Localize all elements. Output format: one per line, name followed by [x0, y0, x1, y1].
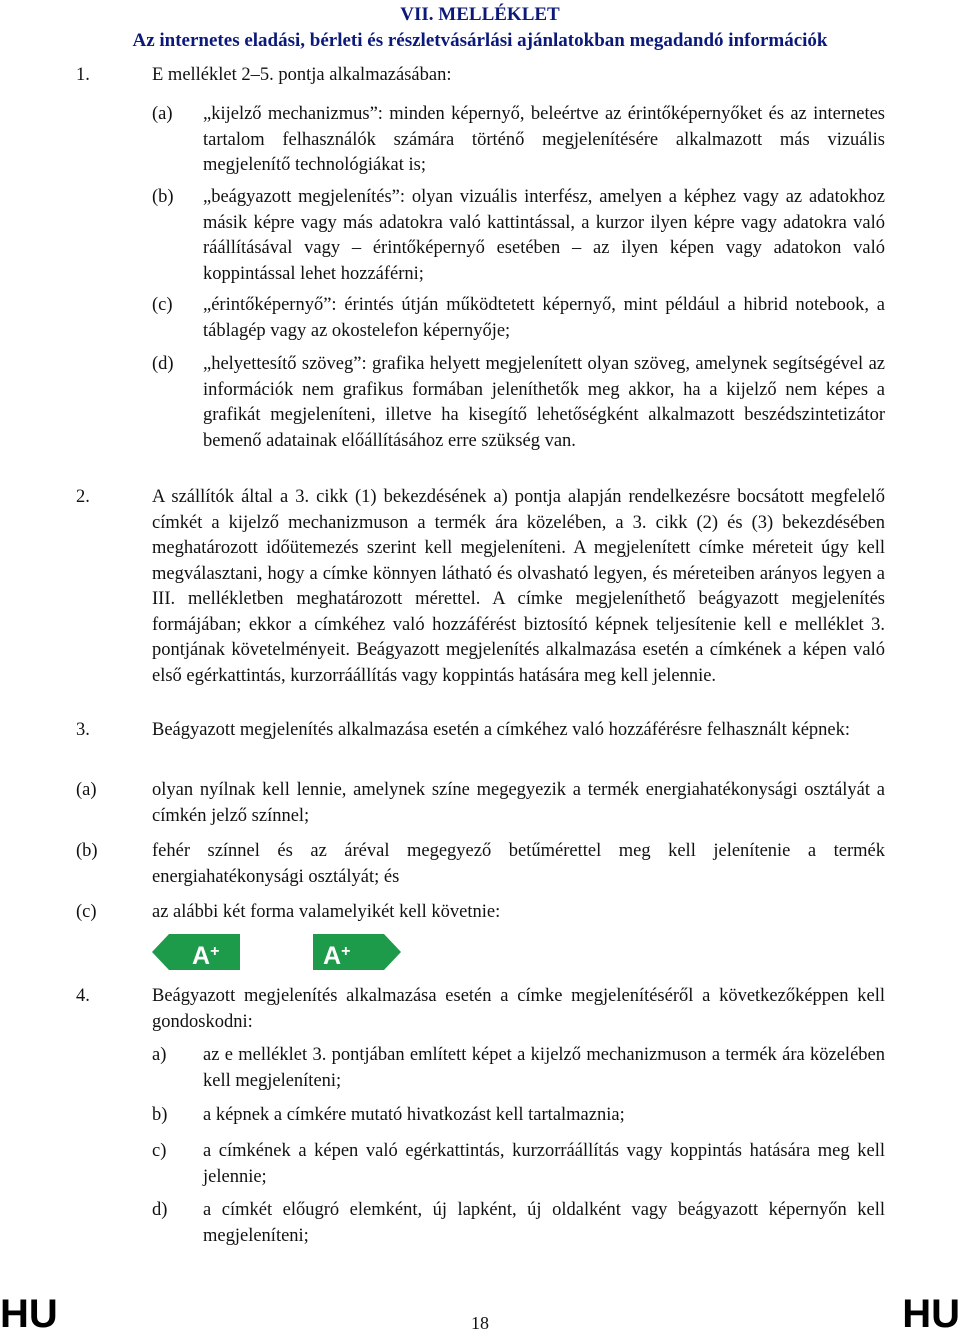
- energy-class-label: A+: [323, 942, 351, 970]
- section-2-text: A szállítók által a 3. cikk (1) bekezdésének a) pontja alapján rendelkezésre bocsátott megfelelő címkét a kijelző mechanizmuson a termék ára közelében, a 3. cikk (2) és (3) bekezdésében meghatározott időütemezés szerint kell megjeleníteni. A megjelenített címke méreteit úgy kell megválasztani, hogy a címke könnyen látható és olvasható legyen, és méreteiben arányos legyen a III. mellékletben meghatározott mérettel. A címke megjeleníthető beágyazott megjelenítés formájában; ekkor a címkéhez való hozzáférést biztosító képnek teljesítenie kell e melléklet 3. pontjának követelményeit. Beágyazott megjelenítés alkalmazása esetén a címkének a képen való első egérkattintás, kurzorráállítás vagy koppintás hatására meg kell jelennie.: [152, 487, 885, 686]
- section-1-intro: E melléklet 2–5. pontja alkalmazásában:: [152, 65, 452, 85]
- display-rule-a-text: az e melléklet 3. pontjában említett képet a kijelző mechanizmuson a termék ára közelében kell megjeleníteni;: [203, 1045, 885, 1091]
- definition-a-text: „kijelző mechanizmus”: minden képernyő, beleértve az érintőképernyőket és az internetes tartalom felhasználók számára történő megjelenítésére alkalmazott más vizuális megjelenítő technológiákat is;: [203, 104, 885, 175]
- requirement-c-text: az alábbi két forma valamelyikét kell követnie:: [152, 902, 501, 922]
- requirement-b-text: fehér színnel és az áréval megegyező betűmérettel meg kell jelenítenie a termék energiahatékonysági osztályát; és: [152, 841, 885, 887]
- energy-class-label: A+: [192, 942, 220, 970]
- section-1-number: 1.: [76, 65, 90, 85]
- annex-subtitle: Az internetes eladási, bérleti és részletvásárlási ajánlatokban megadandó információk: [132, 30, 828, 51]
- definition-d-text: „helyettesítő szöveg”: grafika helyett megjelenített olyan szöveg, amelynek segítségével az információk nem grafikus formában jeleníthetők meg akkor, ha a kijelző nem képes a grafikát megjeleníteni, illetve ha kisegítő lehetőségként alkalmazott beszédszintetizátor bemenő adatainak előállításához erre szükség van.: [203, 354, 885, 451]
- section-3-text: Beágyazott megjelenítés alkalmazása esetén a címkéhez való hozzáférésre felhasznált képnek:: [152, 720, 851, 740]
- requirement-b-label: (b): [76, 841, 98, 861]
- page-number: 18: [471, 1313, 489, 1333]
- section-4-text: Beágyazott megjelenítés alkalmazása esetén a címke megjelenítéséről a következőképpen kell gondoskodni:: [152, 986, 885, 1032]
- footer-language-code-left: HU: [0, 1292, 58, 1336]
- definition-d-label: (d): [152, 354, 174, 374]
- definition-b-text: „beágyazott megjelenítés”: olyan vizuális interfész, amelyen a képhez vagy az adatokhoz másik képre vagy más adatokra való kattintással, a kurzor ilyen képre vagy adatokra való ráállításával vagy – érintőképernyő esetében – az ilyen képen vagy adatokon való koppintással lehet hozzáférni;: [203, 187, 885, 284]
- display-rule-a-label: a): [152, 1045, 167, 1065]
- definition-c-label: (c): [152, 295, 173, 315]
- display-rule-c-label: c): [152, 1141, 167, 1161]
- footer-language-code-right: HU: [902, 1292, 960, 1336]
- display-rule-d-text: a címkét előugró elemként, új lapként, új oldalként vagy beágyazott képernyőn kell megjeleníteni;: [203, 1200, 885, 1246]
- definition-b-label: (b): [152, 187, 174, 207]
- definition-c-text: „érintőképernyő”: érintés útján működtetett képernyő, mint például a hibrid notebook, a táblagép vagy az okostelefon képernyője;: [203, 295, 885, 341]
- display-rule-b-text: a képnek a címkére mutató hivatkozást kell tartalmaznia;: [203, 1105, 625, 1125]
- energy-arrow-left-pointing: [152, 934, 240, 970]
- section-3-number: 3.: [76, 720, 90, 740]
- energy-arrow-right-pointing: [313, 934, 401, 970]
- requirement-a-label: (a): [76, 780, 97, 800]
- requirement-a-text: olyan nyílnak kell lennie, amelynek színe megegyezik a termék energiahatékonysági osztályát a címkén jelző színnel;: [152, 780, 885, 826]
- display-rule-b-label: b): [152, 1105, 168, 1125]
- definition-a-label: (a): [152, 104, 173, 124]
- annex-title: VII. MELLÉKLET: [400, 4, 560, 25]
- section-2-number: 2.: [76, 487, 90, 507]
- requirement-c-label: (c): [76, 902, 97, 922]
- section-4-number: 4.: [76, 986, 90, 1006]
- display-rule-c-text: a címkének a képen való egérkattintás, kurzorráállítás vagy koppintás hatására meg kell jelennie;: [203, 1141, 885, 1187]
- display-rule-d-label: d): [152, 1200, 168, 1220]
